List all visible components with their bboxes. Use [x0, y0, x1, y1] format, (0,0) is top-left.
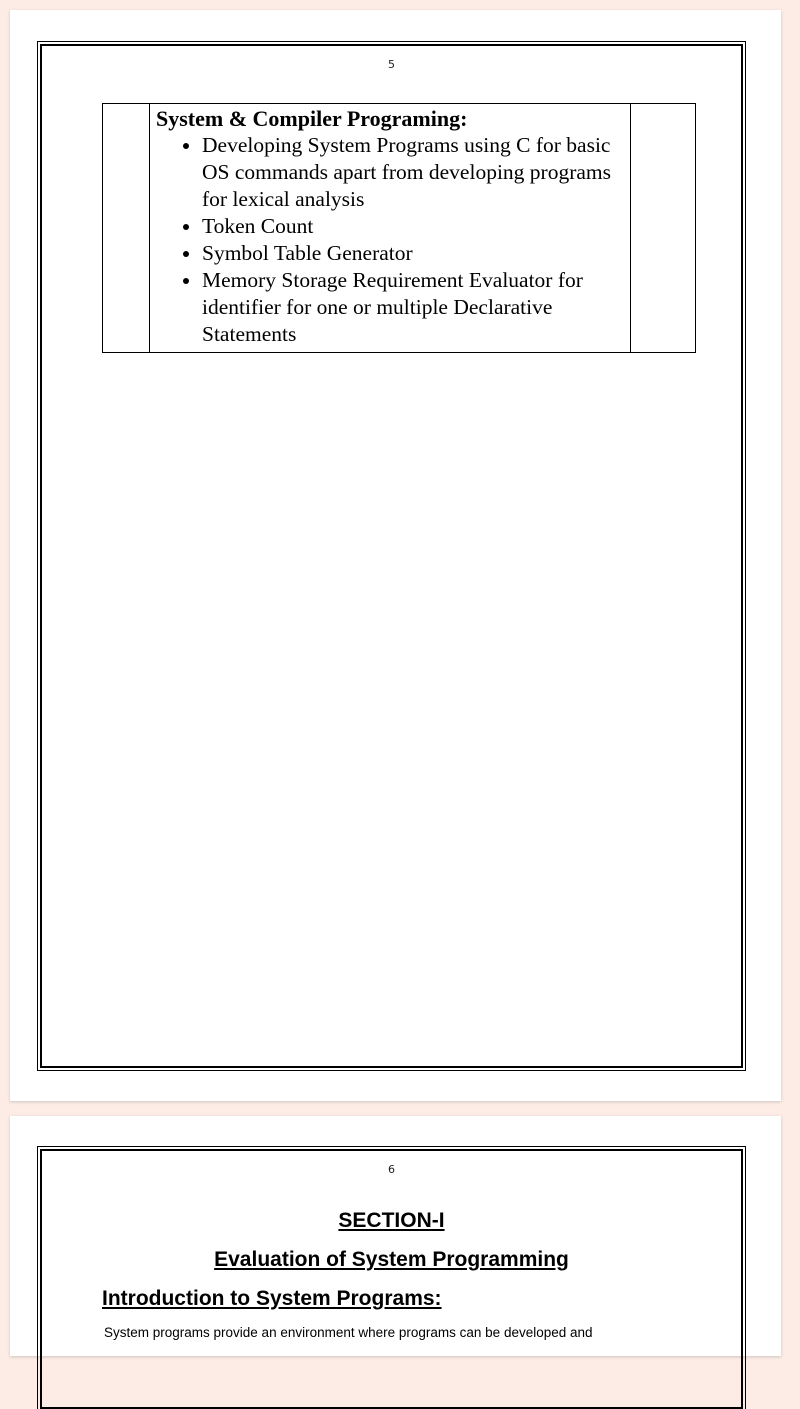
intro-heading: Introduction to System Programs: [102, 1287, 442, 1310]
list-item: • Memory Storage Requirement Evaluator for identifier for one or multiple Declarative Statements [202, 267, 624, 348]
document-page-6 [10, 1116, 781, 1356]
section-subheading: Evaluation of System Programming [214, 1248, 569, 1271]
table-row [103, 104, 696, 353]
page-number: 5 [388, 58, 395, 71]
empty-right-cell [631, 104, 696, 353]
list-item: • Developing System Programs using C for basic OS commands apart from developing programs for lexical analysis [202, 132, 624, 213]
section-heading: SECTION-I [338, 1209, 445, 1232]
intro-paragraph: System programs provide an environment where programs can be developed and [104, 1325, 593, 1340]
page-number: 6 [388, 1163, 395, 1176]
topic-list [156, 132, 624, 348]
page-border-frame [40, 44, 743, 1068]
topic-heading: System & Compiler Programing: [156, 106, 468, 131]
topic-cell [150, 104, 631, 353]
list-item: • Token Count [202, 213, 624, 240]
empty-left-cell [103, 104, 150, 353]
syllabus-table [102, 103, 696, 353]
page-border-frame [40, 1149, 743, 1409]
list-item: • Symbol Table Generator [202, 240, 624, 267]
document-page-5 [10, 10, 781, 1101]
